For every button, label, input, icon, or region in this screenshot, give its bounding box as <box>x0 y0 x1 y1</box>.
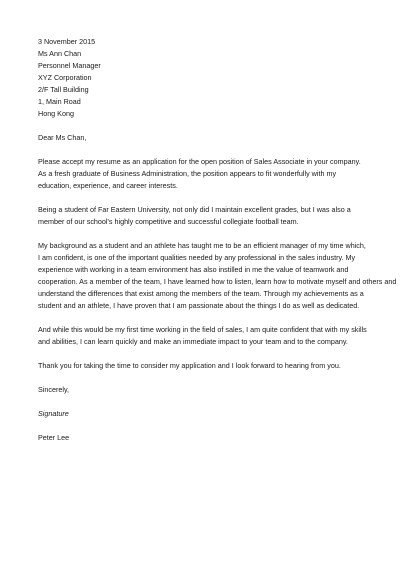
signature: Signature <box>38 409 69 418</box>
body-paragraph <box>38 360 375 372</box>
paragraph-line: experience with working in a team environment has also instilled in me the value of teamwork and <box>38 265 349 274</box>
address-block <box>38 36 375 120</box>
paragraph-line: I am confident, is one of the important qualities needed by any professional in the sales industry. My <box>38 253 356 262</box>
body-paragraph <box>38 240 397 312</box>
paragraph-line: And while this would be my first time working in the field of sales, I am quite confident that with my skills <box>38 325 367 334</box>
body-paragraph <box>38 156 375 192</box>
paragraph-line: cooperation. As a member of the team, I have learned how to listen, learn how to motivate myself and others and <box>38 277 397 286</box>
paragraph-line: education, experience, and career interests. <box>38 181 178 190</box>
salutation: Dear Ms Chan, <box>38 133 87 142</box>
letter-date: 3 November 2015 <box>38 37 96 46</box>
sender-name: Peter Lee <box>38 433 70 442</box>
recipient-name: Ms Ann Chan <box>38 49 82 58</box>
recipient-address-line1: 2/F Tall Building <box>38 85 89 94</box>
recipient-company: XYZ Corporation <box>38 73 92 82</box>
recipient-address-line2: 1, Main Road <box>38 97 81 106</box>
paragraph-line: Being a student of Far Eastern University, not only did I maintain excellent grades, but I was also a <box>38 205 351 214</box>
recipient-title: Personnel Manager <box>38 61 101 70</box>
paragraph-line: Thank you for taking the time to consider my application and I look forward to hearing from you. <box>38 361 341 370</box>
paragraph-line: and abilities, I can learn quickly and make an immediate impact to your team and to the company. <box>38 337 348 346</box>
paragraph-line: My background as a student and an athlete has taught me to be an efficient manager of my time which, <box>38 241 366 250</box>
closing: Sincerely, <box>38 385 70 394</box>
paragraph-line: member of our school's highly competitive and successful collegiate football team. <box>38 217 299 226</box>
paragraph-line: student and an athlete, I have proven that I am passionate about the things I do as well as dedicated. <box>38 301 360 310</box>
paragraph-line: As a fresh graduate of Business Administration, the position appears to fit wonderfully with my <box>38 169 337 178</box>
paragraph-line: Please accept my resume as an application for the open position of Sales Associate in your company. <box>38 157 361 166</box>
body-paragraph <box>38 324 375 348</box>
recipient-city: Hong Kong <box>38 109 74 118</box>
body-paragraph <box>38 204 375 228</box>
paragraph-line: understand the differences that exist among the members of the team. Through my achievements as a <box>38 289 364 298</box>
